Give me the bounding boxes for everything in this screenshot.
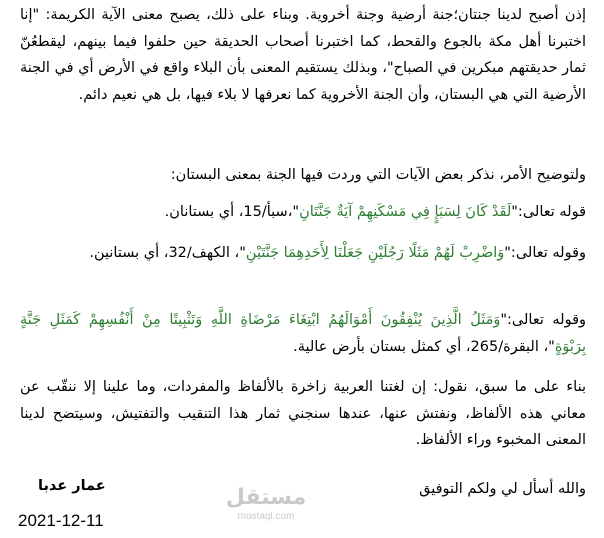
closing-prayer: والله أسأل لي ولكم التوفيق	[419, 481, 586, 497]
verse-intro: وقوله تعالى:"	[504, 245, 586, 261]
verse-intro: قوله تعالى:"	[511, 204, 586, 220]
paragraph-verse-kahf	[20, 240, 586, 267]
mostaql-watermark	[206, 485, 326, 533]
paragraph-verse-saba	[20, 199, 586, 226]
paragraph-conclusion: بناء على ما سبق، نقول: إن لغتنا العربية زاخرة بالألفاظ والمفردات، وما علينا إلا ننقّب عن معاني هذه الألفاظ، ونفتش عنها، عندها سنجني ثمار هذا التنقيب والتفتيش، وسيتضح لدينا المعنى المخبوء وراء الألفاظ.	[20, 379, 586, 448]
verse-intro: وقوله تعالى:"	[500, 312, 586, 328]
verse-reference: "، الكهف/32، أي بستانين.	[89, 245, 246, 261]
watermark-logo: مستقل	[225, 485, 307, 510]
watermark-url: mostaql.com	[237, 511, 295, 522]
quran-verse: لَقَدْ كَانَ لِسَبَإٍ فِي مَسْكَنِهِمْ آيَةٌ جَنَّتَانِ	[299, 204, 512, 220]
document-date: 2021-12-11	[18, 511, 104, 530]
quran-verse: وَاضْرِبْ لَهُمْ مَثَلًا رَجُلَيْنِ جَعَلْنَا لِأَحَدِهِمَا جَنَّتَيْنِ	[245, 245, 505, 261]
paragraph-intro-verses: ولتوضيح الأمر، نذكر بعض الآيات التي وردت فيها الجنة بمعنى البستان:	[170, 167, 586, 183]
paragraph-verse-baqarah	[20, 307, 586, 360]
verse-reference: "،سبأ/15، أي بستانان.	[164, 204, 300, 220]
verse-reference: "، البقرة/265، أي كمثل بستان بأرض عالية.	[293, 338, 555, 355]
author-name: عمار عدبا	[38, 478, 106, 494]
paragraph-two-gardens: إذن أصبح لدينا جنتان؛جنة أرضية وجنة أخروية. وبناء على ذلك، يصبح معنى الآية الكريمة: "إنا اختبرنا أهل مكة بالجوع والقحط، كما اختبرنا أصحاب الحديقة حين حلفوا فيما بينهم، ليقطعُنّ ثمار حديقتهم مبكرين في الصباح"، وبذلك يستقيم المعنى بأن البلاء واقع في الأرض أي في الجنة الأرضية التي هي البستان، وأن الجنة الأخروية كما نعرفها لا بلاء فيها، بل هي نعيم دائم.	[20, 7, 586, 103]
quran-verse: وَمَثَلُ الَّذِينَ يُنْفِقُونَ أَمْوَالَهُمُ ابْتِغَاءَ مَرْضَاةِ اللَّهِ وَتَثْبِيتًا مِنْ أَنْفُسِهِمْ كَمَثَلِ جَنَّةٍ بِرَبْوَةٍ	[20, 312, 586, 355]
